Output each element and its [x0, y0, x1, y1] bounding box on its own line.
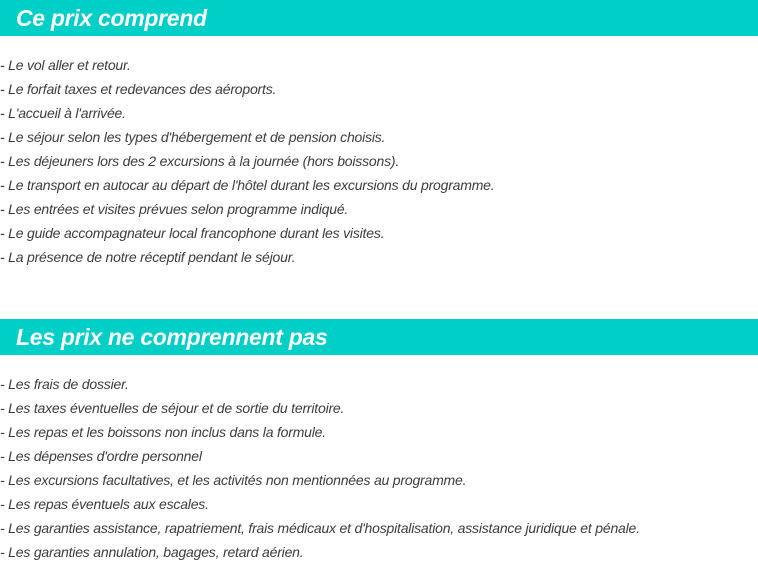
included-items-list: [0, 53, 494, 269]
included-item: - Le séjour selon les types d'hébergement et de pension choisis.: [0, 129, 386, 145]
excluded-item: - Les repas et les boissons non inclus dans la formule.: [0, 424, 326, 440]
excluded-section-title: Les prix ne comprennent pas: [16, 324, 328, 350]
included-item: - Le guide accompagnateur local francophone durant les visites.: [0, 225, 385, 241]
included-item: - L'accueil à l'arrivée.: [0, 105, 126, 121]
included-item: - Les déjeuners lors des 2 excursions à la journée (hors boissons).: [0, 153, 400, 169]
included-item: - Le vol aller et retour.: [0, 57, 131, 73]
excluded-item: - Les repas éventuels aux escales.: [0, 496, 209, 512]
excluded-item: - Les taxes éventuelles de séjour et de sortie du territoire.: [0, 400, 345, 416]
included-section-title: Ce prix comprend: [16, 5, 207, 31]
included-section-header: [0, 0, 758, 36]
included-item: - La présence de notre réceptif pendant le séjour.: [0, 249, 296, 265]
included-item: - Le forfait taxes et redevances des aéroports.: [0, 81, 277, 97]
excluded-items-list: [0, 372, 640, 564]
included-item: - Les entrées et visites prévues selon programme indiqué.: [0, 201, 349, 217]
excluded-item: - Les dépenses d'ordre personnel: [0, 448, 202, 464]
excluded-item: - Les garanties annulation, bagages, retard aérien.: [0, 544, 304, 560]
excluded-item: - Les garanties assistance, rapatriement, frais médicaux et d'hospitalisation, assistance juridique et pénale.: [0, 520, 640, 536]
excluded-item: - Les excursions facultatives, et les activités non mentionnées au programme.: [0, 472, 467, 488]
included-item: - Le transport en autocar au départ de l'hôtel durant les excursions du programme.: [0, 177, 495, 193]
excluded-section-header: [0, 319, 758, 355]
excluded-item: - Les frais de dossier.: [0, 376, 129, 392]
